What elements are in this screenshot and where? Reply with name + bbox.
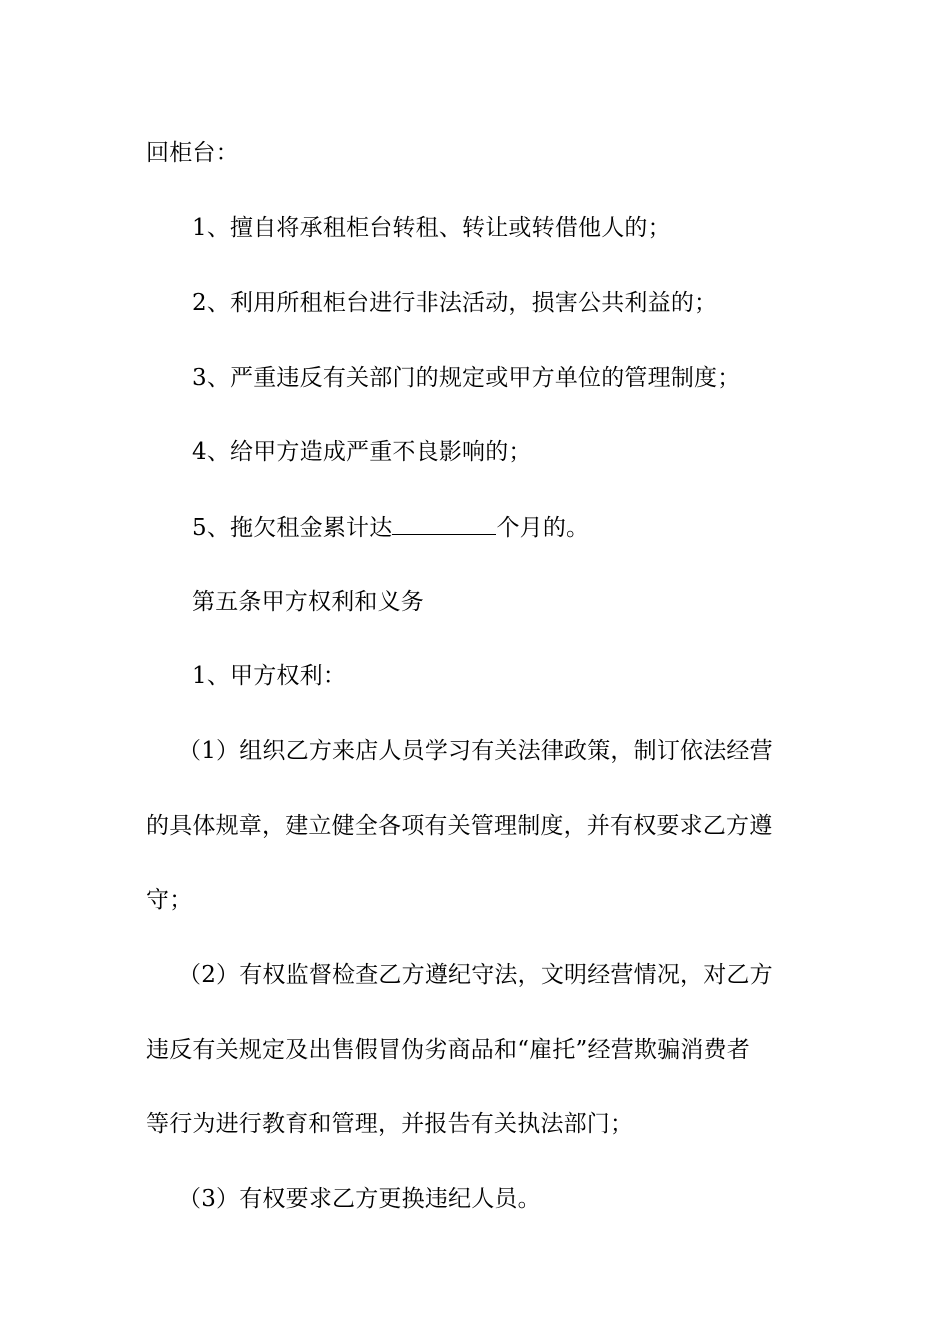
paragraph-line: 的具体规章，建立健全各项有关管理制度，并有权要求乙方遵 [146,813,773,839]
paragraph-line: （1）组织乙方来店人员学习有关法律政策，制订依法经营 [178,738,773,764]
list-item: 4、给甲方造成严重不良影响的； [192,439,532,465]
paragraph-line: 守； [146,887,193,913]
list-item-text-end: 个月的。 [496,515,590,541]
paragraph-line: 等行为进行教育和管理，并报告有关执法部门； [146,1111,634,1137]
list-item: 1、擅自将承租柜台转租、转让或转借他人的； [192,215,671,241]
paragraph-line: 回柜台： [146,140,239,166]
section-heading: 第五条甲方权利和义务 [192,589,424,615]
paragraph-line: （3）有权要求乙方更换违纪人员。 [178,1186,541,1212]
fill-in-blank [392,512,496,535]
list-item: 2、利用所租柜台进行非法活动，损害公共利益的； [192,290,718,316]
paragraph-line: 违反有关规定及出售假冒伪劣商品和“雇托”经营欺骗消费者 [146,1037,750,1063]
list-item: 3、严重违反有关部门的规定或甲方单位的管理制度； [192,365,741,391]
list-item-text: 5、拖欠租金累计达 [192,515,393,541]
subsection-heading: 1、甲方权利： [192,663,347,689]
list-item [192,512,872,543]
paragraph-line: （2）有权监督检查乙方遵纪守法，文明经营情况，对乙方 [178,962,773,988]
